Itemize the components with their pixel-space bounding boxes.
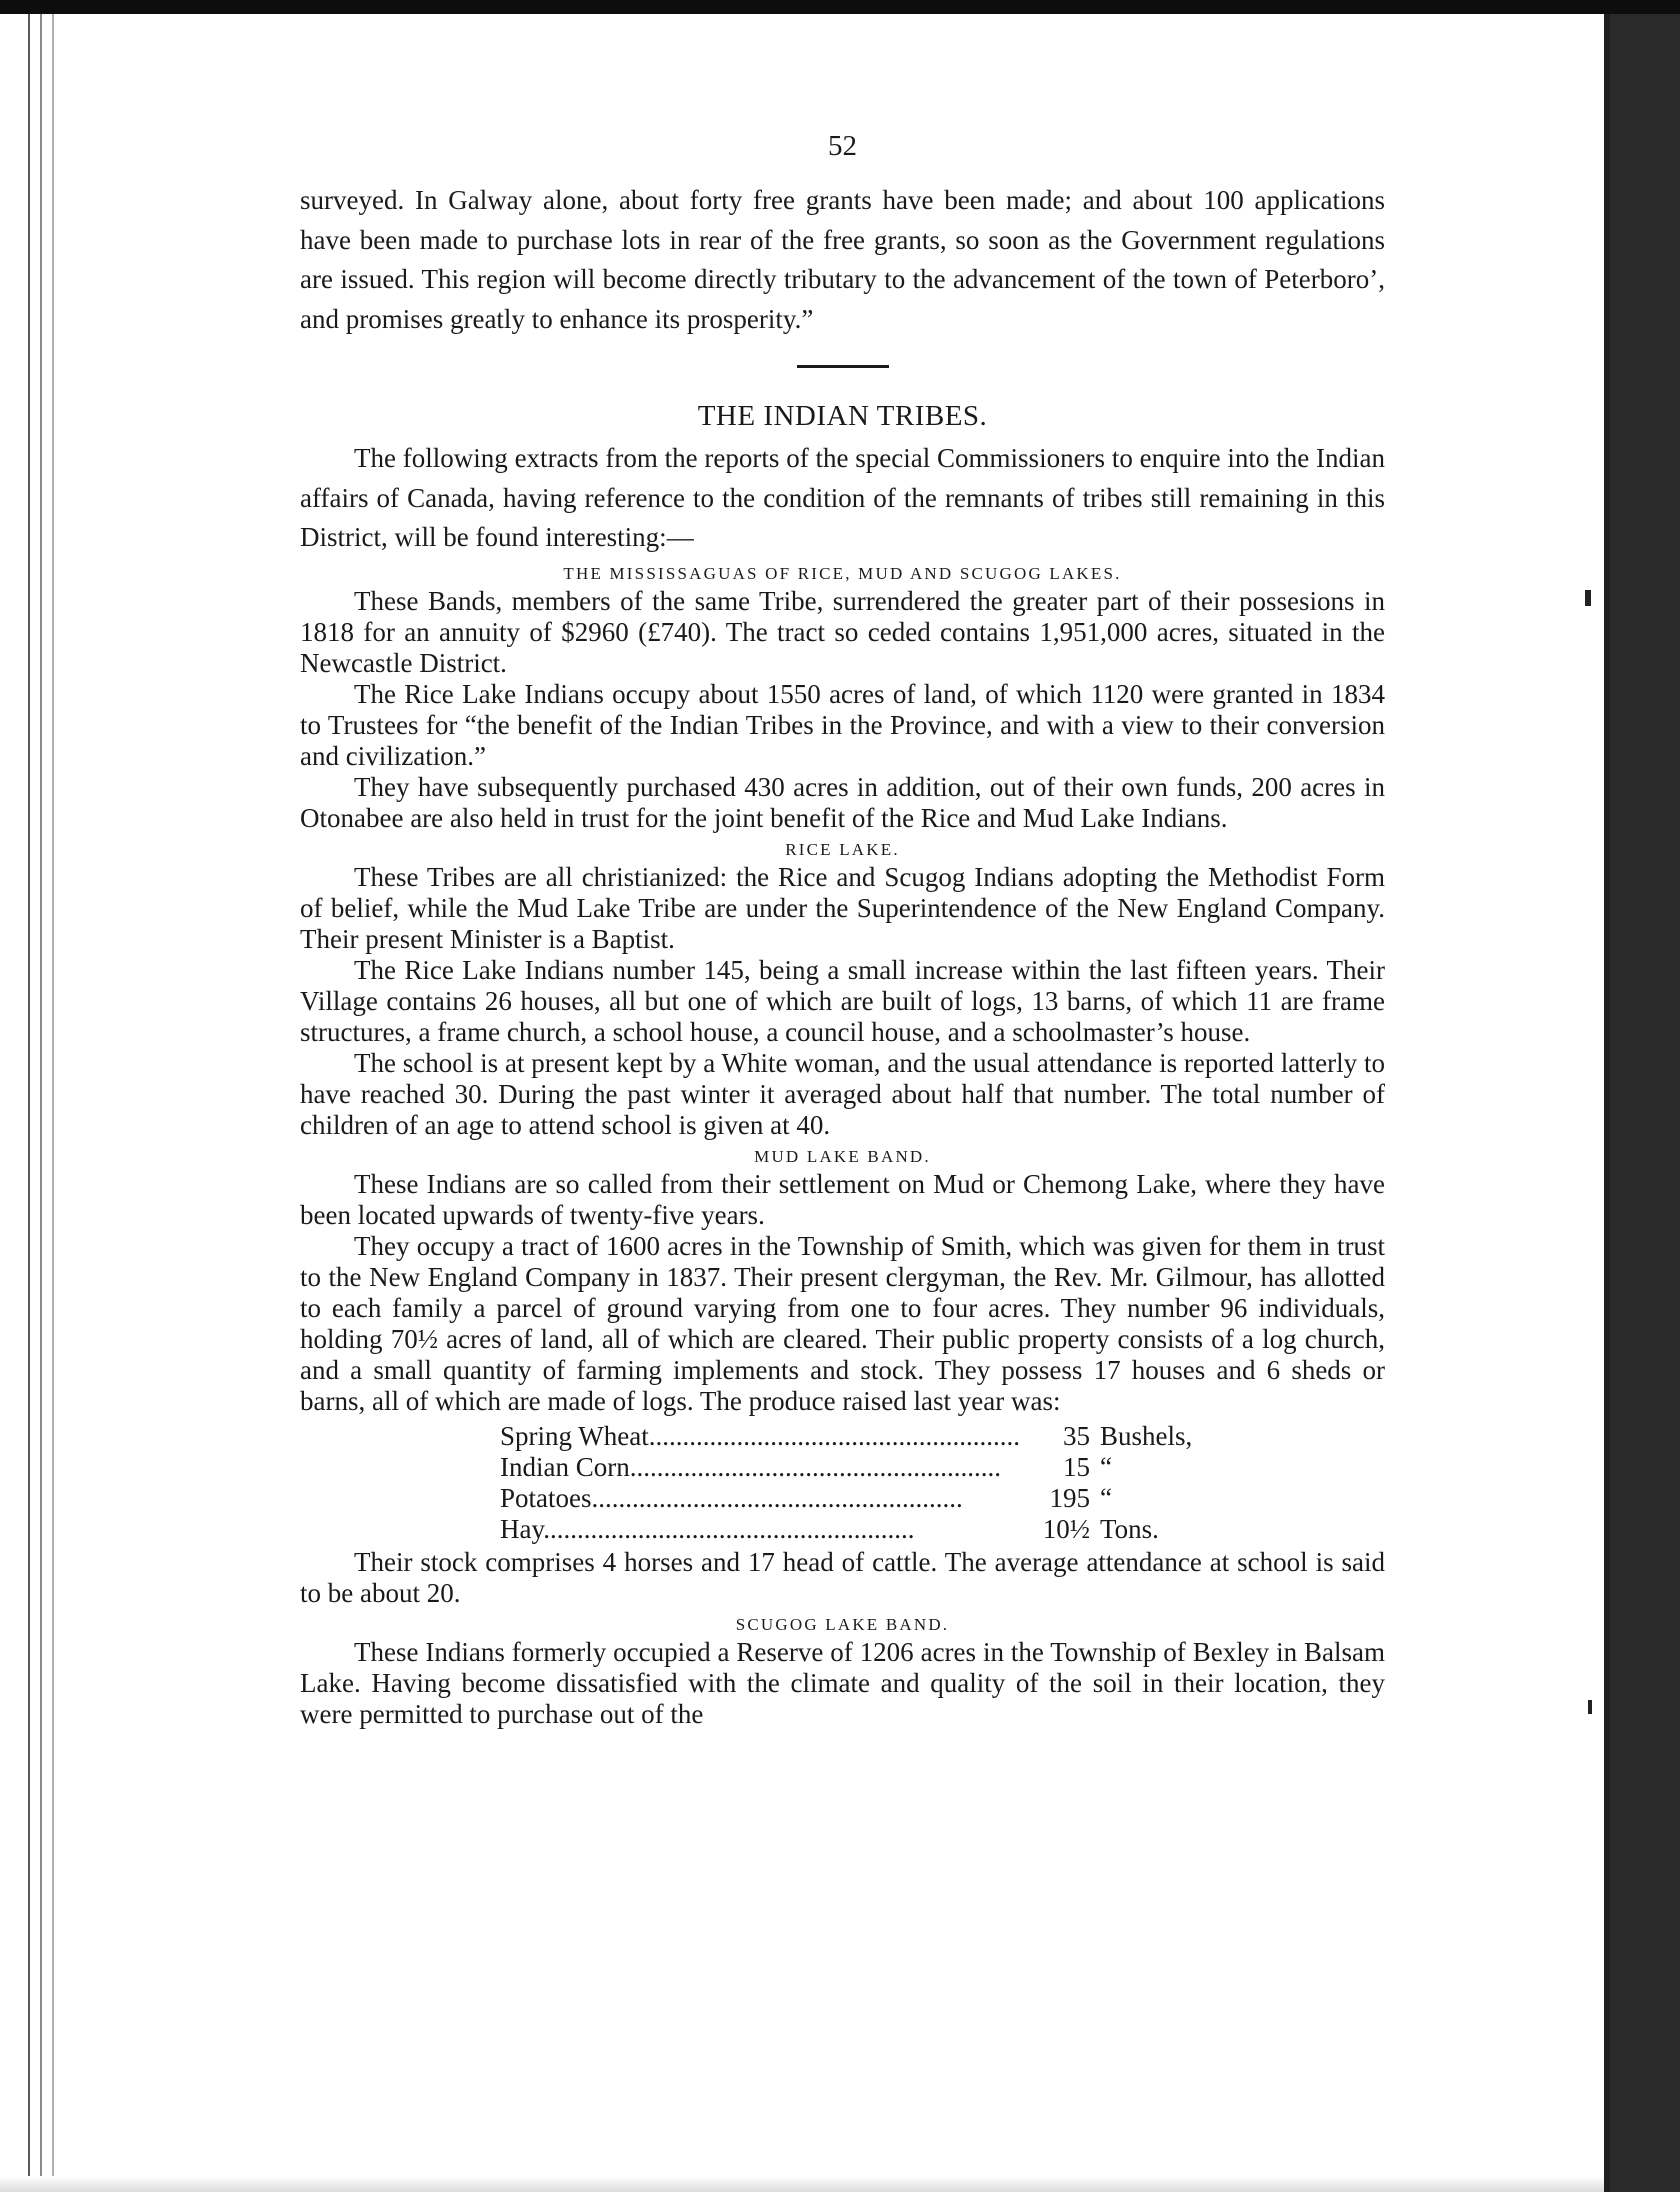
produce-unit: Tons. <box>1100 1513 1159 1544</box>
produce-row <box>500 1483 1385 1514</box>
produce-quantity: 15 <box>1063 1451 1090 1482</box>
ink-mark <box>1588 1700 1592 1714</box>
page-edge-line <box>40 14 42 2192</box>
mud-lake-name-paragraph: These Indians are so called from their settlement on Mud or Chemong Lake, where they have been located upwards of twenty-five years. <box>300 1168 1385 1230</box>
extracts-paragraph: The following extracts from the reports of the special Commissioners to enquire into the Indian affairs of Canada, having reference to the condition of the remnants of tribes still remaining in this District, will be found interesting:— <box>300 443 1385 552</box>
scan-right-shadow <box>1610 14 1680 2192</box>
produce-list <box>500 1421 1385 1545</box>
produce-item: Hay....................................................... <box>500 1513 915 1544</box>
heading-mud-lake: MUD LAKE BAND. <box>754 1146 931 1166</box>
scan-bottom-shadow <box>0 2176 1604 2192</box>
scugog-paragraph: These Indians formerly occupied a Reserve of 1206 acres in the Township of Bexley in Balsam Lake. Having become dissatisfied with the climate and quality of the soil in their location, they were permitted to purchase out of the <box>300 1636 1385 1729</box>
school-paragraph: The school is at present kept by a White woman, and the usual attendance is reported latterly to have reached 30. During the past winter it averaged about half that number. The total number of children of an age to attend school is given at 40. <box>300 1047 1385 1140</box>
purchased-paragraph: They have subsequently purchased 430 acres in addition, out of their own funds, 200 acres in Otonabee are also held in trust for the joint benefit of the Rice and Mud Lake Indians. <box>300 771 1385 833</box>
produce-item: Potatoes....................................................... <box>500 1482 963 1513</box>
christianized-paragraph: These Tribes are all christianized: the Rice and Scugog Indians adopting the Methodist Form of belief, while the Mud Lake Tribe are under the Superintendence of the New England Company. Their present Minister is a Baptist. <box>300 861 1385 954</box>
section-title: THE INDIAN TRIBES. <box>697 400 988 432</box>
produce-unit: “ <box>1100 1451 1112 1482</box>
page-edge-line <box>28 14 30 2192</box>
page-edge-line <box>52 14 54 2192</box>
produce-item: Spring Wheat....................................................... <box>500 1420 1020 1451</box>
produce-unit: “ <box>1100 1482 1112 1513</box>
produce-quantity: 35 <box>1063 1420 1090 1451</box>
produce-row <box>500 1514 1385 1545</box>
produce-row <box>500 1452 1385 1483</box>
mud-lake-tract-paragraph: They occupy a tract of 1600 acres in the Township of Smith, which was given for them in trust to the New England Company in 1837. Their present clergyman, the Rev. Mr. Gilmour, has allotted to each family a parcel of ground varying from one to four acres. They number 96 individuals, holding 70½ acres of land, all of which are cleared. Their public property consists of a log church, and a small quantity of farming implements and stock. They possess 17 houses and 6 sheds or barns, all of which are made of logs. The produce raised last year was: <box>300 1230 1385 1416</box>
heading-scugog: SCUGOG LAKE BAND. <box>735 1614 950 1634</box>
produce-quantity: 10½ <box>1042 1513 1090 1544</box>
produce-quantity: 195 <box>1049 1482 1090 1513</box>
produce-item: Indian Corn....................................................... <box>500 1451 1001 1482</box>
stock-paragraph: Their stock comprises 4 horses and 17 head of cattle. The average attendance at school is said to be about 20. <box>300 1546 1385 1608</box>
page-content <box>300 130 1385 1730</box>
rice-lake-land-paragraph: The Rice Lake Indians occupy about 1550 acres of land, of which 1120 were granted in 1834 to Trustees for “the benefit of the Indian Tribes in the Province, and with a view to their conversion and civilization.” <box>300 678 1385 771</box>
ink-mark <box>1585 590 1591 606</box>
scan-top-border <box>0 0 1680 14</box>
commissioners-extracts <box>300 564 1385 1730</box>
produce-row <box>500 1421 1385 1452</box>
intro-paragraph: surveyed. In Galway alone, about forty free grants have been made; and about 100 applications have been made to purchase lots in rear of the free grants, so soon as the Government regulations are issued. This region will become directly tributary to the advancement of the town of Peterboro’, and promises greatly to enhance its prosperity.” <box>300 185 1385 334</box>
heading-mississaguas: THE MISSISSAGUAS OF RICE, MUD AND SCUGOG LAKES. <box>563 563 1122 583</box>
section-divider <box>797 365 889 368</box>
heading-rice-lake: RICE LAKE. <box>785 839 900 859</box>
page-number: 52 <box>828 130 857 162</box>
bands-paragraph: These Bands, members of the same Tribe, surrendered the greater part of their possesions in 1818 for an annuity of $2960 (£740). The tract so ceded contains 1,951,000 acres, situated in the Newcastle District. <box>300 585 1385 678</box>
population-paragraph: The Rice Lake Indians number 145, being a small increase within the last fifteen years. Their Village contains 26 houses, all but one of which are built of logs, 13 barns, of which 11 are frame structures, a frame church, a school house, a council house, and a schoolmaster’s house. <box>300 954 1385 1047</box>
produce-unit: Bushels, <box>1100 1420 1193 1451</box>
